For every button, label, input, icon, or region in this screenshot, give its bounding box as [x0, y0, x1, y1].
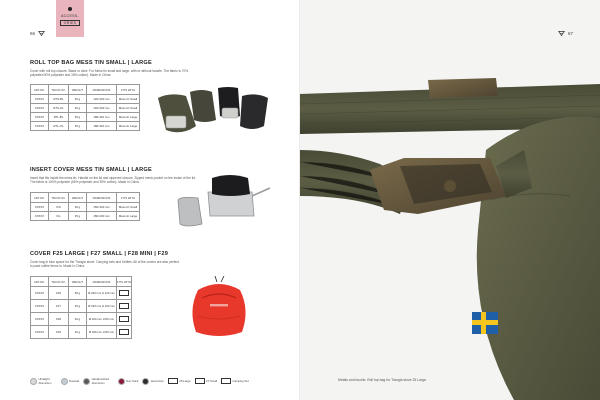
table-row [31, 122, 140, 131]
col-header: ART.NO. [31, 85, 49, 95]
spec-table-cover-f25 [30, 276, 132, 339]
roll-top-bags-image [152, 86, 274, 144]
legend-label: Ultralight Aluminium [38, 377, 52, 385]
legend-swatch-icon [118, 378, 125, 385]
col-header: DIMENSIONS [87, 277, 117, 287]
cell-artno: XXXXX [31, 203, 49, 212]
legend-box-icon [195, 378, 205, 384]
legend-swatch-icon [61, 378, 68, 385]
fits-with-tag [119, 329, 129, 334]
cell-artno: XXXXX [31, 104, 49, 113]
spec-table-roll-top [30, 84, 140, 131]
cell-weight: 30 g [69, 104, 87, 113]
trangia-logo-icon [38, 30, 45, 37]
section-title-cover-f25: COVER F25 LARGE | F27 SMALL | F28 MINI | F29 [30, 251, 169, 257]
cell-artno: XXXXX [31, 212, 49, 221]
col-header: TRC/D NO. [49, 277, 69, 287]
col-header: FITS WITH [117, 277, 132, 287]
material-legend [30, 377, 249, 385]
page-number-left [30, 30, 45, 37]
legend-label: Hardanodized Aluminium [91, 377, 110, 385]
table-row [31, 313, 132, 326]
cell-fits [117, 313, 132, 326]
cell-trc: F29 [49, 326, 69, 339]
cell-dimensions: 180×110 mm [87, 122, 117, 131]
page-number-right [558, 30, 573, 37]
cell-artno: XXXXX [31, 326, 49, 339]
table-row [31, 326, 132, 339]
legend-label: 27-Small [206, 379, 218, 383]
table-row [31, 287, 132, 300]
section-desc-roll-top: Cover with roll top closure. Black or olive. For Mess tin small and large, with or without handle. The fabric is 70% polyester/30% polyester and 15% cotton). Made in China. [30, 69, 189, 78]
legend-box-icon [221, 378, 231, 384]
col-header: FITS WITH [117, 193, 140, 203]
cell-fits [117, 287, 132, 300]
section-tab[interactable] [56, 0, 84, 37]
legend-item [83, 377, 114, 385]
cell-fits [117, 326, 132, 339]
cell-fits: Mess tin Small [117, 203, 140, 212]
insert-cover-mess-tin-image [172, 172, 272, 232]
cell-fits: Mess tin Large [117, 212, 140, 221]
cell-weight: 35 g [69, 122, 87, 131]
cell-artno: XXXXX [31, 122, 49, 131]
col-header: WEIGHT [69, 277, 87, 287]
cell-trc: RTL-OL [49, 122, 69, 131]
cell-trc: RTS-OL [49, 104, 69, 113]
legend-item [61, 378, 80, 385]
cell-weight: 50 g [69, 287, 87, 300]
legend-item [30, 377, 57, 385]
cell-weight: 30 g [69, 95, 87, 104]
legend-item [168, 378, 191, 384]
section-desc-cover-f25: Cover bag in blue space for the Trangia stove. Carrying sets and Kettles. All of the covers are also perfect to pack coffee items in. Made in China. [30, 260, 179, 269]
cell-weight: 35 g [69, 212, 87, 221]
cell-dimensions: 180×110 mm [87, 113, 117, 122]
cell-dimensions: Ø 160 mm H 80 mm [87, 313, 117, 326]
fits-with-tag [119, 290, 129, 295]
col-header: WEIGHT [69, 193, 87, 203]
cell-artno: XXXXX [31, 313, 49, 326]
col-header: WEIGHT [69, 85, 87, 95]
legend-swatch-icon [142, 378, 149, 385]
cell-dimensions: Ø 240 mm H 120 mm [87, 287, 117, 300]
cell-dimensions: 140×100 mm [87, 104, 117, 113]
col-header: FITS WITH [117, 85, 140, 95]
cell-dimensions: 140×100 mm [87, 95, 117, 104]
legend-label: 25-Large [179, 379, 191, 383]
cell-weight: 45 g [69, 300, 87, 313]
cell-dimensions: 150×100 mm [87, 203, 117, 212]
cell-weight: 40 g [69, 326, 87, 339]
table-row [31, 203, 140, 212]
cell-fits: Mess tin Large [117, 122, 140, 131]
legend-item [221, 378, 249, 384]
legend-label: Non-Stick [126, 379, 139, 383]
cell-artno: XXXXX [31, 113, 49, 122]
cell-trc: F27 [49, 300, 69, 313]
cell-weight: 40 g [69, 313, 87, 326]
cell-trc: F28 [49, 313, 69, 326]
cell-dimensions: Ø 180 mm H 80 mm [87, 326, 117, 339]
cell-fits [117, 300, 132, 313]
col-header: ART.NO. [31, 193, 49, 203]
red-cover-bag-image [184, 276, 254, 342]
section-desc-insert-cover: Insert that fits inside the mess tin. Handle on the lid and zippered closure. Zipped mesh pocket on the inside of the lid. The fabric is 100% polyester (65% polyester and 35% cotton). Made in China. [30, 176, 196, 185]
cell-trc: ICS [49, 203, 69, 212]
page-number-text: 66 [30, 31, 36, 36]
legend-item [118, 378, 139, 385]
cell-dimensions: 180×100 mm [87, 212, 117, 221]
cell-trc: RTS-BL [49, 95, 69, 104]
cell-trc: F25 [49, 287, 69, 300]
cell-artno: XXXXX [31, 287, 49, 300]
legend-item [142, 378, 164, 385]
cell-fits: Mess tin Small [117, 104, 140, 113]
fits-with-tag [119, 303, 129, 308]
tab-dot-icon [68, 7, 72, 11]
section-title-roll-top: ROLL TOP BAG MESS TIN SMALL | LARGE [30, 60, 152, 66]
cell-artno: XXXXX [31, 300, 49, 313]
table-row [31, 300, 132, 313]
fits-with-tag [119, 316, 129, 321]
tab-label-line1: ACCESS- [60, 14, 80, 18]
cell-weight: 35 g [69, 113, 87, 122]
table-row [31, 104, 140, 113]
legend-swatch-icon [30, 378, 37, 385]
col-header: TRC/D NO. [49, 193, 69, 203]
cell-trc: ICL [49, 212, 69, 221]
table-row [31, 113, 140, 122]
table-row [31, 95, 140, 104]
col-header: TRC/D NO. [49, 85, 69, 95]
col-header: DIMENSIONS [87, 85, 117, 95]
legend-item [195, 378, 218, 384]
legend-box-icon [168, 378, 178, 384]
cell-fits: Mess tin Small [117, 95, 140, 104]
col-header: DIMENSIONS [87, 193, 117, 203]
cell-fits: Mess tin Large [117, 113, 140, 122]
legend-swatch-icon [83, 378, 90, 385]
belt-buckle-photo [300, 0, 600, 400]
page-number-text: 67 [568, 31, 574, 36]
tab-label-line2: ORIES [60, 20, 80, 26]
col-header: ART.NO. [31, 277, 49, 287]
table-row [31, 212, 140, 221]
legend-label: Duossal [69, 379, 80, 383]
spec-table-insert-cover [30, 192, 140, 221]
legend-label: Aluminium [150, 379, 164, 383]
section-title-insert-cover: INSERT COVER MESS TIN SMALL | LARGE [30, 167, 152, 173]
page-right [300, 0, 600, 400]
legend-label: Camping Set [232, 379, 249, 383]
cell-weight: 30 g [69, 203, 87, 212]
cell-trc: RTL-BL [49, 113, 69, 122]
cell-artno: XXXXX [31, 95, 49, 104]
trangia-logo-icon [558, 30, 565, 37]
cell-dimensions: Ø 190 mm H 100 mm [87, 300, 117, 313]
photo-caption: Metals and buckle. Roll top bag for Trangia stove 25 Large. [338, 378, 427, 382]
